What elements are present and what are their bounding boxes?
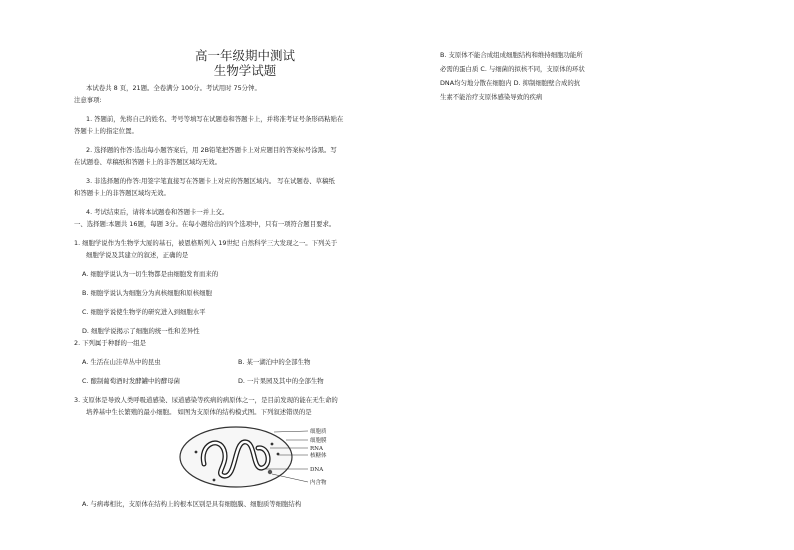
question-2-option-c: C. 酿制葡萄酒时发酵罐中的酵母菌 xyxy=(82,377,180,385)
notice-3-line-1: 3. 非选择题的作答:用签字笔直接写在答题卡上对应的答题区域内。 写在试题卷、草稿纸 xyxy=(86,177,335,185)
right-column xyxy=(440,48,740,104)
diagram-label: 核糖体 xyxy=(310,453,327,459)
exam-subtitle: 生物学试题 xyxy=(213,63,277,78)
diagram-label: 细胞膜 xyxy=(310,438,327,444)
mycoplasma-diagram xyxy=(174,424,374,490)
diagram-label: 内含物 xyxy=(310,480,327,486)
diagram-label: DNA xyxy=(310,467,324,473)
notice-1-line-1: 1. 答题前，先将自己的姓名、考号等填写在试题卷和答题卡上，并将准考证号条形码粘贴在 xyxy=(86,115,344,123)
inclusion-dot xyxy=(268,470,272,474)
left-column xyxy=(74,48,396,510)
question-3-continued-line-3: DNA均匀地分散在细胞内 D. 抑制细胞壁合成的抗 xyxy=(440,79,581,87)
ribosome-dot xyxy=(195,451,198,454)
notice-2-line-1: 2. 选择题的作答:选出每小题答案后，用 2B铅笔把答题卡上对应题目的答案标号涂黑。写 xyxy=(86,146,337,154)
diagram-label: 细胞质 xyxy=(310,429,327,435)
question-3-continued-line-4: 生素不能治疗支原体感染导致的疾病 xyxy=(440,93,543,101)
question-1-line-1: 1. 细胞学说作为生物学大厦的基石，被恩格斯列入 19世纪 自然科学三大发现之一。下列关于 xyxy=(74,239,338,247)
question-1-option-a: A. 细胞学说认为一切生物都是由细胞发育而来的 xyxy=(82,270,219,278)
notice-1-line-2: 答题卡上的指定位置。 xyxy=(74,127,138,135)
question-3-continued-line-1: B. 支原体不能合成组成细胞结构和维持细胞功能所 xyxy=(440,51,583,59)
exam-intro: 本试卷共 8 页，21题。全卷满分 100分。考试用时 75分钟。 xyxy=(86,84,261,92)
notice-4: 4. 考试结束后，请将本试题卷和答题卡一并上交。 xyxy=(86,208,229,216)
notice-3-line-2: 和答题卡上的非答题区域均无效。 xyxy=(74,189,170,197)
notice-heading: 注意事项: xyxy=(74,96,102,104)
leader-line xyxy=(272,474,308,482)
leader-line xyxy=(274,431,308,432)
question-2-options-row-1 xyxy=(74,356,396,368)
question-3-continued-line-2: 必需的蛋白质 C. 与细菌的拟核不同，支原体的环状 xyxy=(440,65,585,73)
question-1-line-2: 细胞学说及其建立的叙述，正确的是 xyxy=(86,251,189,259)
ribosome-dot xyxy=(213,479,216,482)
question-2-option-a: A. 生活在山洼草丛中的昆虫 xyxy=(82,358,161,366)
notice-2-line-2: 在试题卷、草稿纸和答题卡上的非答题区域均无效。 xyxy=(74,158,221,166)
diagram-label: RNA xyxy=(310,446,323,452)
question-1-option-c: C. 细胞学说使生物学的研究进入到细胞水平 xyxy=(82,308,206,316)
question-2-option-b: B. 某一湖泊中的全部生物 xyxy=(238,358,311,366)
exam-title: 高一年级期中测试 xyxy=(194,48,295,63)
question-2-options-row-2 xyxy=(74,375,396,387)
question-3-line-1: 3. 支原体是导致人类呼吸道感染、尿道感染等疾病的病原体之一，是目前发现的能在无生命的 xyxy=(74,396,338,404)
question-2: 2. 下列属于种群的一组是 xyxy=(74,339,147,347)
question-1-option-b: B. 细胞学说认为细胞分为真核细胞和原核细胞 xyxy=(82,289,212,297)
section-heading: 一、选择题:本题共 16题，每题 3分。在每小题给出的四个选项中，只有一项符合题目要求。 xyxy=(74,220,336,228)
question-1-option-d: D. 细胞学说揭示了细胞的统一性和差异性 xyxy=(82,327,200,335)
question-3-option-a: A. 与病毒相比，支原体在结构上的根本区别是具有细胞膜、细胞质等细胞结构 xyxy=(82,500,302,508)
question-3-line-2: 培养基中生长繁殖的最小细胞。 如图为支原体的结构模式图。下列叙述错误的是 xyxy=(86,408,312,416)
ribosome-dot xyxy=(271,443,274,446)
question-2-option-d: D. 一片果园及其中的全部生物 xyxy=(238,377,324,385)
